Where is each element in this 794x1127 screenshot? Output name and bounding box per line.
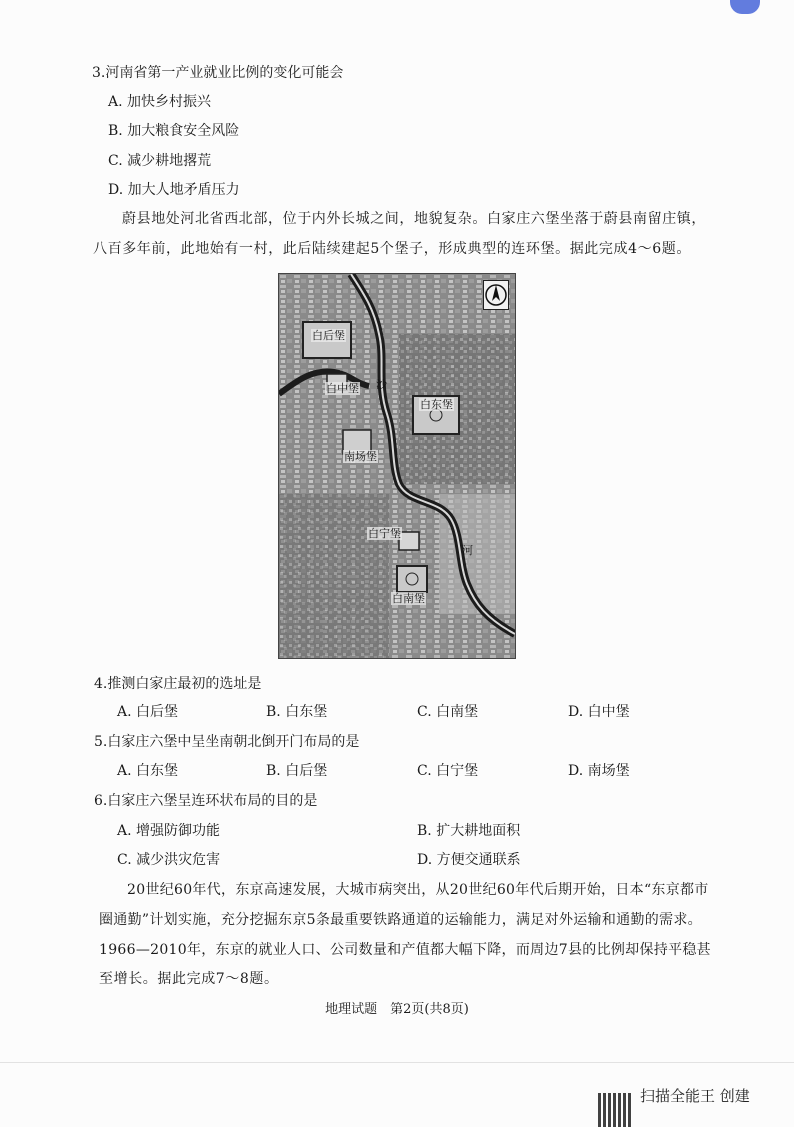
corner-decoration <box>730 0 760 14</box>
passage2-line-1: 20世纪60年代，东京高速发展，大城市病突出，从20世纪60年代后期开始，日本“东京都市 <box>127 882 709 898</box>
q5-option-d: D. 南场堡 <box>568 763 630 779</box>
scanner-watermark: 扫描全能王 创建 <box>640 1087 750 1105</box>
divider <box>0 1062 794 1063</box>
q3-option-b: B. 加大粮食安全风险 <box>108 123 240 139</box>
passage2-line-2: 圈通勤”计划实施，充分挖掘东京5条最重要铁路通道的运输能力，满足对外运输和通勤的需求。 <box>99 912 702 928</box>
qr-code-icon <box>598 1093 632 1127</box>
q5-option-c: C. 白宁堡 <box>417 763 479 779</box>
q4-option-a: A. 白后堡 <box>117 704 179 720</box>
q4-option-d: D. 白中堡 <box>568 704 630 720</box>
q5-stem: 5.白家庄六堡中呈坐南朝北倒开门布局的是 <box>94 734 360 750</box>
map-label-he: 河 <box>462 544 473 557</box>
village-aerial-map <box>278 273 516 659</box>
q6-option-c: C. 减少洪灾危害 <box>117 852 221 868</box>
q6-option-a: A. 增强防御功能 <box>117 823 221 839</box>
q3-option-d: D. 加大人地矛盾压力 <box>108 182 240 198</box>
q6-option-d: D. 方便交通联系 <box>417 852 521 868</box>
passage2-line-3: 1966—2010年，东京的就业人口、公司数量和产值都大幅下降，而周边7县的比例却保持平稳甚 <box>99 942 711 958</box>
q5-option-b: B. 白后堡 <box>266 763 328 779</box>
q3-option-c: C. 减少耕地撂荒 <box>108 153 212 169</box>
passage1-line-1: 蔚县地处河北省西北部，位于内外长城之间，地貌复杂。白家庄六堡坐落于蔚县南留庄镇， <box>122 211 706 227</box>
q6-stem: 6.白家庄六堡呈连环状布局的目的是 <box>94 793 318 809</box>
map-label-baidong: 白东堡 <box>420 398 453 411</box>
q3-option-a: A. 加快乡村振兴 <box>108 94 212 110</box>
q3-stem: 3.河南省第一产业就业比例的变化可能会 <box>92 65 344 81</box>
q6-option-b: B. 扩大耕地面积 <box>417 823 521 839</box>
passage1-line-2: 八百多年前，此地始有一村，此后陆续建起5个堡子，形成典型的连环堡。据此完成4～6题。 <box>93 241 691 257</box>
q4-option-c: C. 白南堡 <box>417 704 479 720</box>
map-label-baining: 白宁堡 <box>368 527 401 540</box>
q4-option-b: B. 白东堡 <box>266 704 328 720</box>
q4-stem: 4.推测白家庄最初的选址是 <box>94 676 262 692</box>
q5-option-a: A. 白东堡 <box>117 763 179 779</box>
map-label-bainan: 白南堡 <box>392 592 425 605</box>
page-footer: 地理试题 第2页(共8页) <box>325 1002 469 1017</box>
map-label-baizhong: 白中堡 <box>326 382 359 395</box>
north-arrow-icon <box>483 280 509 310</box>
map-label-sha: 沙 <box>376 378 387 391</box>
map-label-baihou: 白后堡 <box>312 329 345 342</box>
passage2-line-4: 至增长。据此完成7～8题。 <box>99 971 279 987</box>
map-label-nanchang: 南场堡 <box>344 450 377 463</box>
